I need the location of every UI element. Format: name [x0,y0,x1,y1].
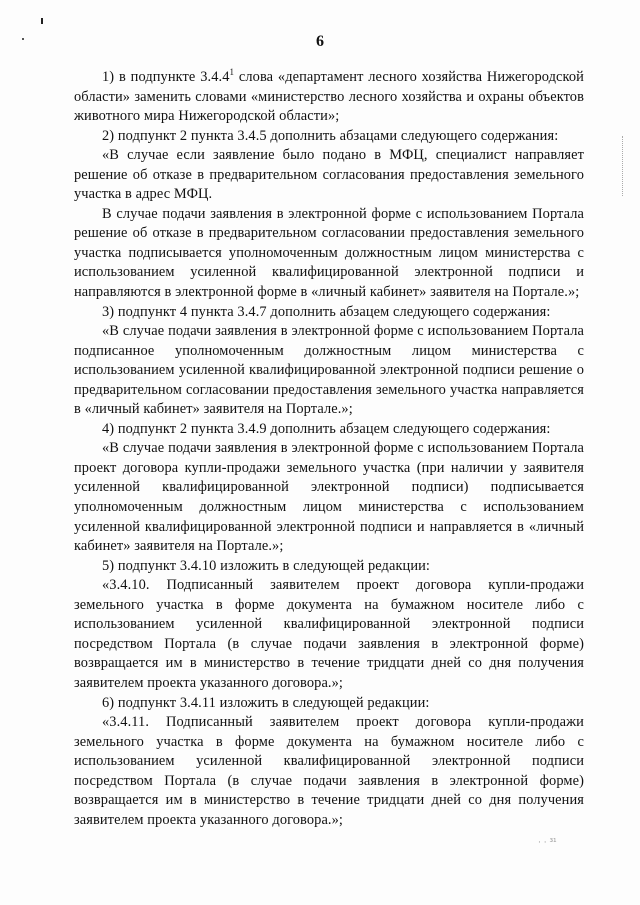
paragraph-quote-mfc: «В случае если заявление было подано в МФЦ, специалист направляет решение об отказе в предварительном согласования предоставления земельного участка в адрес МФЦ. [74,147,584,203]
footnote-superscript: 1 [229,67,235,78]
paragraph-item-1-start: 1) в подпункте 3.4.4 [102,69,230,85]
margin-speck [622,136,624,196]
paragraph-item-5: 5) подпункт 3.4.10 изложить в следующей редакции: [102,557,431,574]
paragraph-item-1 [74,68,584,127]
paragraph-item-6: 6) подпункт 3.4.11 изложить в следующей редакции: [102,694,430,711]
footer-mark: · · ³¹ [538,838,557,848]
paragraph-item-2: 2) подпункт 2 пункта 3.4.5 дополнить абзацами следующего содержания: [102,127,559,144]
page-number: 6 [316,33,324,50]
paragraph-electronic-approval: «В случае подачи заявления в электронной форме с использованием Портала подписанное уполномоченным должностным лицом министерства с использованием усиленной квалифицированной электронной подписи решение о предварительном согласовании предоставления земельного участка направляется в «личный кабинет» заявителя на Портале.»; [74,323,584,418]
paragraph-3-4-11: «3.4.11. Подписанный заявителем проект договора купли-продажи земельного участка в форме документа на бумажном носителе либо с использованием усиленной квалифицированной электронной подписи посредством Портала (в случае подачи заявления в электронной форме) возвращается им в министерство в течение тридцати дней со дня получения заявителем проекта указанного договора.»; [74,714,584,828]
paragraph-3-4-10: «3.4.10. Подписанный заявителем проект договора купли-продажи земельного участка в форме документа на бумажном носителе либо с использованием усиленной квалифицированной электронной подписи посредством Портала (в случае подачи заявления в электронной форме) возвращается им в министерство в течение тридцати дней со дня получения заявителем проекта указанного договора.»; [74,577,584,691]
paragraph-item-3: 3) подпункт 4 пункта 3.4.7 дополнить абзацем следующего содержания: [102,303,551,320]
paragraph-contract-draft: «В случае подачи заявления в электронной форме с использованием Портала проект договора купли-продажи земельного участка (при наличии у заявителя усиленной квалифицированной электронной подписи) подписывается уполномоченным должностным лицом министерства с использованием усиленной квалифицированной электронной подписи и направляется в «личный кабинет» заявителя на Портале.»; [74,440,584,555]
paragraph-item-4: 4) подпункт 2 пункта 3.4.9 дополнить абзацем следующего содержания: [102,420,551,437]
scan-mark [41,18,43,24]
document-body [74,68,584,830]
paragraph-item-1-end: слова «департамент лесного хозяйства Нижегородской области» заменить словами «министерство лесного хозяйства и охраны объектов животного мира Нижегородской области»; [74,69,584,125]
paragraph-electronic-refusal: В случае подачи заявления в электронной форме с использованием Портала решение об отказе в предварительном согласовании предоставления земельного участка подписывается уполномоченным должностным лицом министерства с использованием усиленной квалифицированной электронной подписи и направляются в электронной форме в «личный кабинет» заявителя на Портале.»; [74,205,584,301]
